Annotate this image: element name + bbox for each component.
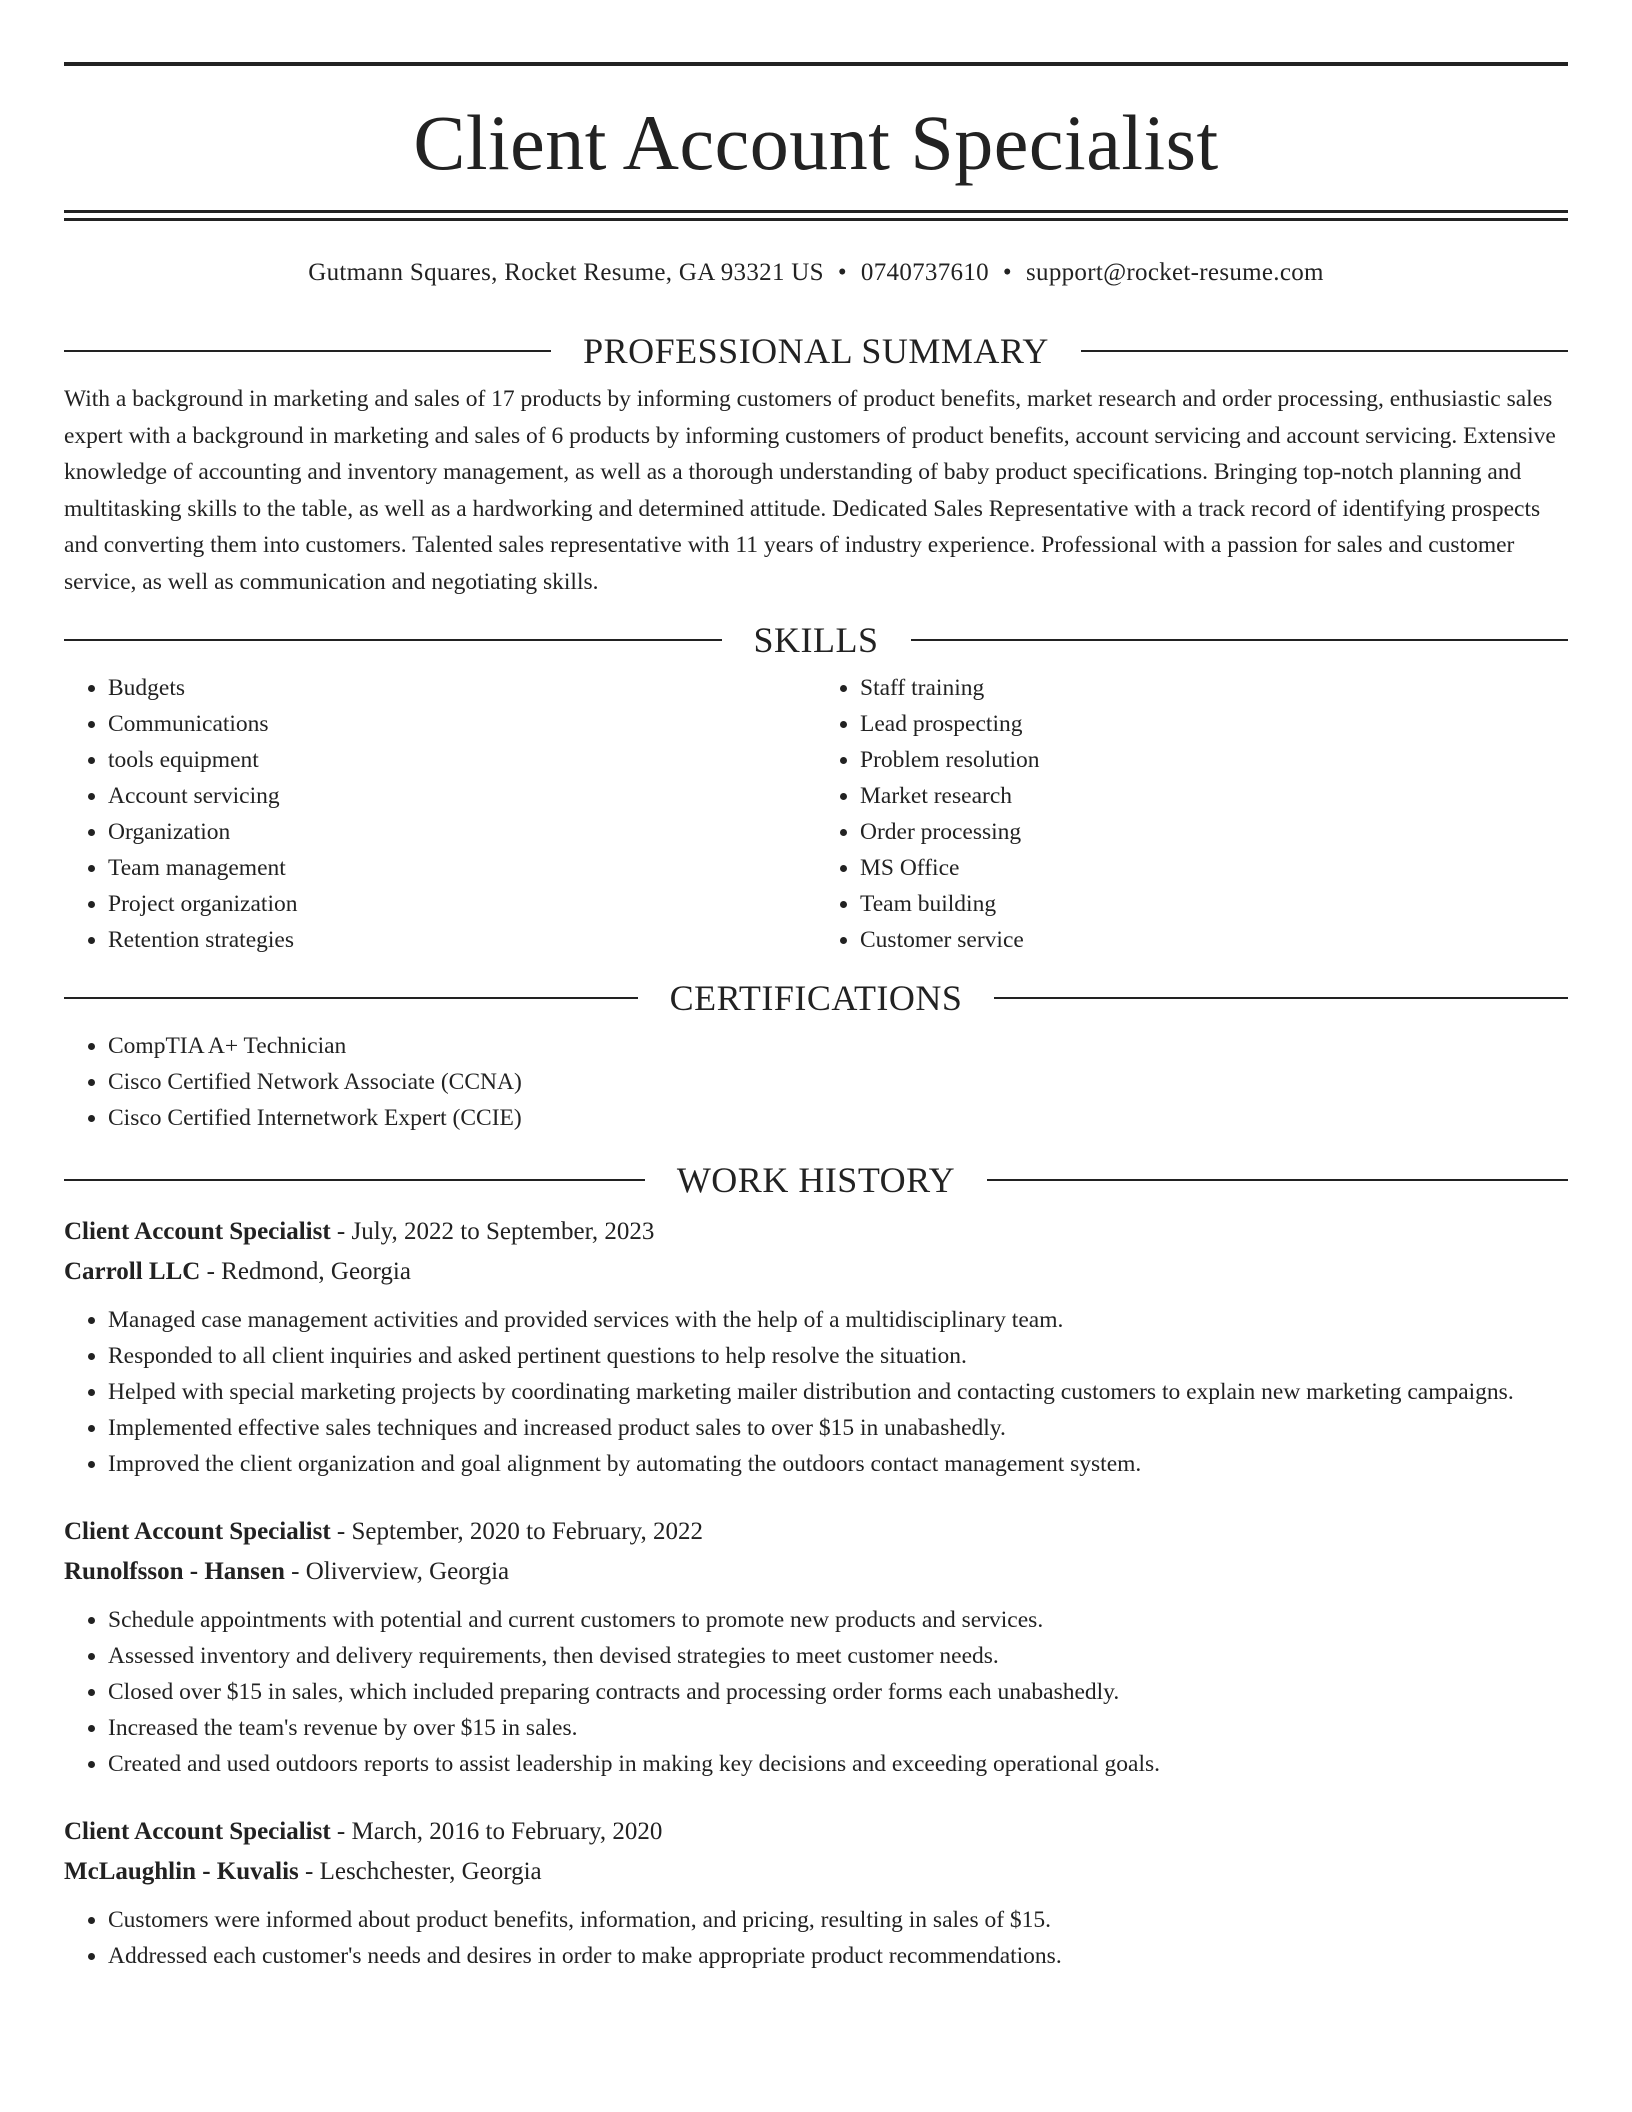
skills-heading: SKILLS [753, 620, 879, 660]
job-title-line [64, 1212, 1568, 1252]
job-title: Client Account Specialist [64, 1218, 331, 1245]
contact-address: Gutmann Squares, Rocket Resume, GA 93321 US [308, 259, 824, 286]
certifications-section-header [64, 980, 1568, 1016]
skills-column-right [816, 670, 1568, 958]
job-dates: - March, 2016 to February, 2020 [330, 1818, 663, 1845]
job-bullet: • Implemented effective sales techniques and increased product sales to over $15 in unabashedly. [108, 1410, 1568, 1446]
skill-item: • Team building [860, 886, 1568, 922]
job-bullets [64, 1302, 1568, 1482]
separator-dot: • [837, 259, 847, 286]
work-section-header [64, 1162, 1568, 1198]
skill-item: • Team management [108, 850, 816, 886]
section-rule [911, 639, 1569, 641]
job-entry [64, 1212, 1568, 1482]
job-title-line [64, 1812, 1568, 1852]
skill-item: • Organization [108, 814, 816, 850]
job-company: Runolfsson - Hansen [64, 1558, 285, 1585]
job-company-line [64, 1252, 1568, 1292]
section-rule [987, 1179, 1568, 1181]
skill-item: • Budgets [108, 670, 816, 706]
contact-email: support@rocket-resume.com [1025, 259, 1324, 286]
skill-item: • Account servicing [108, 778, 816, 814]
job-location: - Oliverview, Georgia [284, 1558, 510, 1585]
job-entry [64, 1512, 1568, 1782]
separator-dot: • [1002, 259, 1012, 286]
job-title: Client Account Specialist [64, 1818, 331, 1845]
job-bullets [64, 1602, 1568, 1782]
certifications-list [64, 1028, 1568, 1136]
skills-column-left [64, 670, 816, 958]
contact-line [64, 259, 1568, 287]
job-bullet: • Schedule appointments with potential and current customers to promote new products and services. [108, 1602, 1568, 1638]
resume-name: Client Account Specialist [413, 99, 1219, 186]
skills-section-header [64, 622, 1568, 658]
skill-item: • Order processing [860, 814, 1568, 850]
work-history-jobs [64, 1212, 1568, 1974]
job-bullet: • Customers were informed about product benefits, information, and pricing, resulting in sales of $15. [108, 1902, 1568, 1938]
job-bullets [64, 1902, 1568, 1974]
skill-item: • Lead prospecting [860, 706, 1568, 742]
skill-item: • Market research [860, 778, 1568, 814]
job-bullet: • Created and used outdoors reports to assist leadership in making key decisions and exceeding operational goals. [108, 1746, 1568, 1782]
job-bullet: • Responded to all client inquiries and asked pertinent questions to help resolve the situation. [108, 1338, 1568, 1374]
job-bullet: • Improved the client organization and goal alignment by automating the outdoors contact management system. [108, 1446, 1568, 1482]
skill-item: • MS Office [860, 850, 1568, 886]
certifications-heading: CERTIFICATIONS [669, 978, 963, 1018]
job-company-line [64, 1552, 1568, 1592]
section-rule [1081, 350, 1568, 352]
name-double-rule [64, 210, 1568, 221]
job-bullet: • Closed over $15 in sales, which included preparing contracts and processing order forms each unabashedly. [108, 1674, 1568, 1710]
certification-item: • CompTIA A+ Technician [108, 1028, 1568, 1064]
top-rule [64, 62, 1568, 66]
job-dates: - July, 2022 to September, 2023 [330, 1218, 655, 1245]
skills-grid [64, 670, 1568, 958]
skill-item: • Customer service [860, 922, 1568, 958]
work-heading: WORK HISTORY [676, 1160, 956, 1200]
section-rule [64, 1179, 645, 1181]
section-rule [994, 997, 1568, 999]
skill-item: • tools equipment [108, 742, 816, 778]
section-rule [64, 350, 551, 352]
job-company: McLaughlin - Kuvalis [64, 1858, 299, 1885]
section-rule [64, 639, 722, 641]
contact-phone: 0740737610 [860, 259, 989, 286]
job-company: Carroll LLC [64, 1258, 201, 1285]
job-location: - Redmond, Georgia [200, 1258, 411, 1285]
job-bullet: • Addressed each customer's needs and desires in order to make appropriate product recommendations. [108, 1938, 1568, 1974]
job-bullet: • Increased the team's revenue by over $15 in sales. [108, 1710, 1568, 1746]
job-bullet: • Assessed inventory and delivery requirements, then devised strategies to meet customer needs. [108, 1638, 1568, 1674]
skills-list-left [64, 670, 816, 958]
job-dates: - September, 2020 to February, 2022 [330, 1518, 703, 1545]
summary-text: With a background in marketing and sales of 17 products by informing customers of product benefits, market research and order processing, enthusiastic sales expert with a background in marketing and sales of 6 products by informing customers of product benefits, account servicing and account servicing. Extensive knowledge of accounting and inventory management, as well as a thorough understanding of baby product specifications. Bringing top-notch planning and multitasking skills to the table, as well as a hardworking and determined attitude. Dedicated Sales Representative with a track record of identifying prospects and converting them into customers. Talented sales representative with 11 years of industry experience. Professional with a passion for sales and customer service, as well as communication and negotiating skills. [64, 386, 1556, 595]
skill-item: • Communications [108, 706, 816, 742]
job-title-line [64, 1512, 1568, 1552]
job-company-line [64, 1852, 1568, 1892]
job-entry [64, 1812, 1568, 1974]
summary-section-header [64, 333, 1568, 369]
skill-item: • Staff training [860, 670, 1568, 706]
certification-item: • Cisco Certified Network Associate (CCNA) [108, 1064, 1568, 1100]
skills-list-right [816, 670, 1568, 958]
skill-item: • Project organization [108, 886, 816, 922]
job-location: - Leschchester, Georgia [298, 1858, 542, 1885]
section-rule [64, 997, 638, 999]
certification-item: • Cisco Certified Internetwork Expert (CCIE) [108, 1100, 1568, 1136]
skill-item: • Retention strategies [108, 922, 816, 958]
skill-item: • Problem resolution [860, 742, 1568, 778]
job-bullet: • Helped with special marketing projects by coordinating marketing mailer distribution and contacting customers to explain new marketing campaigns. [108, 1374, 1568, 1410]
summary-heading: PROFESSIONAL SUMMARY [583, 331, 1049, 371]
job-bullet: • Managed case management activities and provided services with the help of a multidisciplinary team. [108, 1302, 1568, 1338]
job-title: Client Account Specialist [64, 1518, 331, 1545]
